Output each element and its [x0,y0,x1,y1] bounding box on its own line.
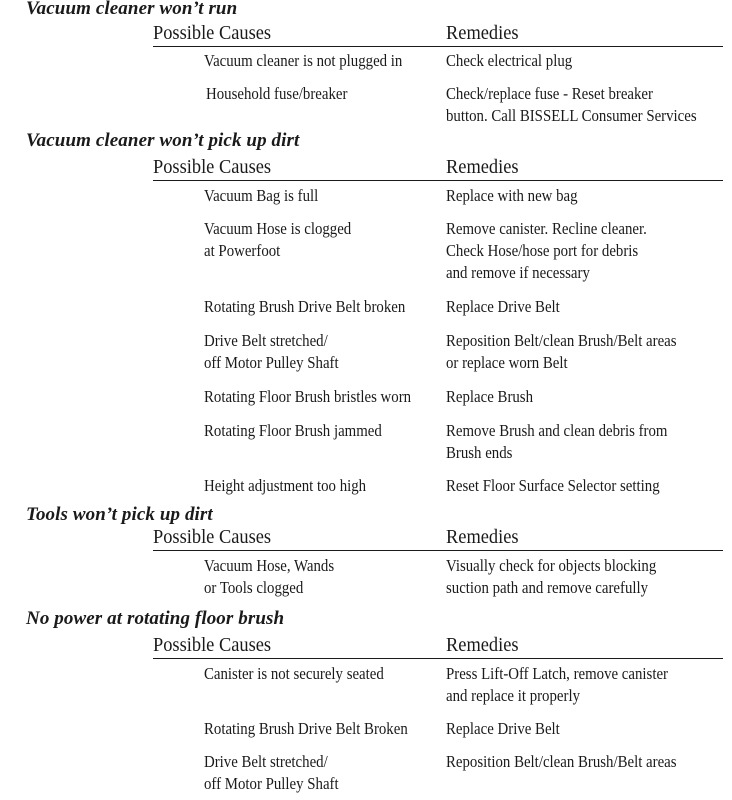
remedy-cell: Remove Brush and clean debris from Brush ends [446,421,668,462]
cause-cell: Vacuum Hose, Wands or Tools clogged [204,556,335,597]
remedy-cell: Reposition Belt/clean Brush/Belt areas or replace worn Belt [446,331,677,372]
column-header-row [153,22,723,47]
possible-causes-header: Possible Causes [153,526,272,548]
cause-cell: Height adjustment too high [204,476,367,495]
remedies-header: Remedies [446,22,519,44]
column-header-row [153,634,723,659]
section-title: No power at rotating floor brush [26,608,285,629]
remedy-cell: Check electrical plug [446,51,573,70]
remedies-header: Remedies [446,156,519,178]
remedy-cell: Check/replace fuse - Reset breaker button. Call BISSELL Consumer Services [446,84,697,125]
cause-cell: Rotating Floor Brush bristles worn [204,387,412,406]
cause-cell: Household fuse/breaker [206,84,348,103]
cause-cell: Drive Belt stretched/ off Motor Pulley Shaft [204,752,339,793]
remedy-cell: Replace with new bag [446,186,578,205]
cause-cell: Vacuum Bag is full [204,186,319,205]
section-title: Vacuum cleaner won’t run [26,0,238,19]
section-title: Tools won’t pick up dirt [26,504,213,525]
cause-cell: Rotating Brush Drive Belt broken [204,297,406,316]
column-header-row [153,526,723,551]
cause-cell: Rotating Floor Brush jammed [204,421,382,440]
cause-cell: Vacuum cleaner is not plugged in [204,51,403,70]
cause-cell: Vacuum Hose is clogged at Powerfoot [204,219,352,260]
remedy-cell: Replace Brush [446,387,534,406]
cause-cell: Rotating Brush Drive Belt Broken [204,719,408,738]
remedy-cell: Reset Floor Surface Selector setting [446,476,660,495]
remedy-cell: Visually check for objects blocking suction path and remove carefully [446,556,657,597]
possible-causes-header: Possible Causes [153,634,272,656]
section-title: Vacuum cleaner won’t pick up dirt [26,130,300,151]
remedy-cell: Reposition Belt/clean Brush/Belt areas [446,752,677,771]
remedy-cell: Replace Drive Belt [446,719,560,738]
remedy-cell: Remove canister. Recline cleaner. Check Hose/hose port for debris and remove if necessary [446,219,647,282]
column-header-row [153,156,723,181]
remedy-cell: Replace Drive Belt [446,297,560,316]
remedies-header: Remedies [446,634,519,656]
remedies-header: Remedies [446,526,519,548]
possible-causes-header: Possible Causes [153,22,272,44]
possible-causes-header: Possible Causes [153,156,272,178]
cause-cell: Canister is not securely seated [204,664,384,683]
remedy-cell: Press Lift-Off Latch, remove canister and replace it properly [446,664,668,705]
cause-cell: Drive Belt stretched/ off Motor Pulley Shaft [204,331,339,372]
